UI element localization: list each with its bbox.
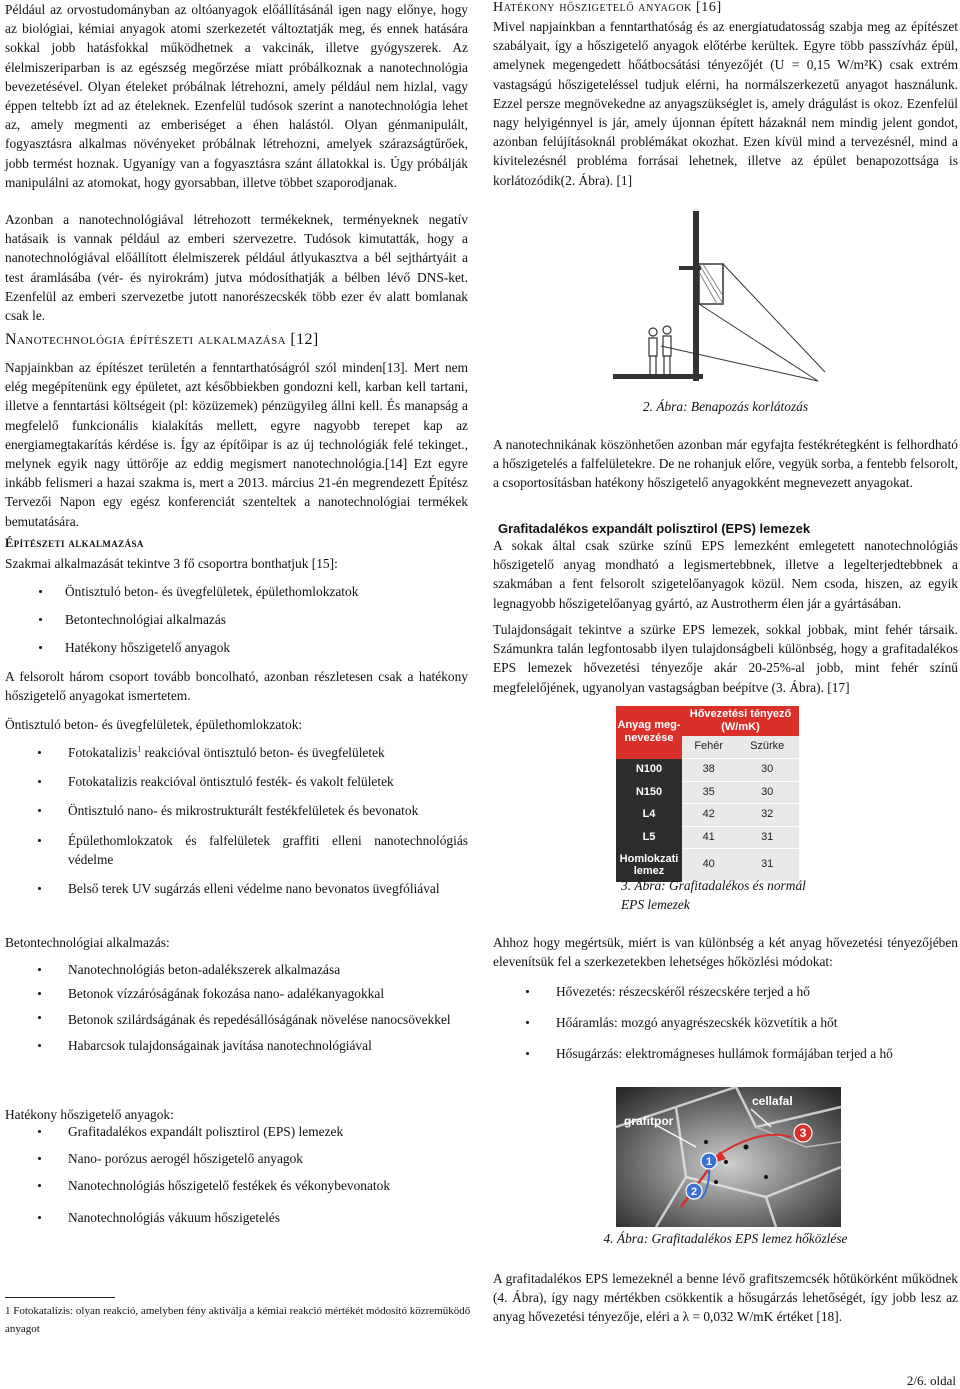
list-item: Nanotechnológiás beton-adalékszerek alkalmazása xyxy=(5,960,468,979)
list-item: Hővezetés: részecskéről részecskére terjed a hő xyxy=(493,982,958,1001)
hatch-line xyxy=(703,264,723,296)
table-cell: 42 xyxy=(682,804,735,827)
marker-1-label: 1 xyxy=(705,1156,713,1168)
list-item: Öntisztuló nano- és mikrostrukturált festékfelületek és bevonatok xyxy=(5,801,468,820)
negative-effects-paragraph: Azonban a nanotechnológiával létrehozott termékeknek, terményeknek negatív hatásaik is vannak például az emberi szervezetre. Tudósok kimutatták, hogy a nanotechnológiával előállított élelmiszerek például átlyukasztva a bél sejthártyáit a test áramlásába (vér- és nyirokrám) jutva módosíthatják a bélben lévő DNS-ket. Ezenfelül az emberi szervezetbe jutott nanorészecskék több ezer év alatt bomlanak csak le. xyxy=(5,212,468,324)
person-head xyxy=(663,326,671,334)
hatch-line xyxy=(699,264,723,304)
insulation-list xyxy=(5,1122,468,1227)
section-heading-insulation: Hatékony hőszigetelő anyagok [16] xyxy=(493,0,722,15)
person-head xyxy=(649,328,657,336)
figure-2-caption: 2. Ábra: Benapozás korlátozás xyxy=(642,399,809,414)
graphite-eps-micrograph xyxy=(616,1087,841,1227)
ceiling-ledge xyxy=(679,266,701,270)
list-item: Öntisztuló beton- és üvegfelületek, épülethomlokzatok xyxy=(5,582,468,601)
groups-list xyxy=(5,582,468,658)
person-figures xyxy=(649,326,671,374)
particle xyxy=(764,1175,768,1179)
subheading-eps: Grafitadalékos expandált polisztirol (EPS) lemezek xyxy=(498,521,811,536)
heat-modes-list xyxy=(493,982,958,1064)
table-cell: Homlokzati lemez xyxy=(616,849,682,882)
eps-paragraph: A sokak által csak szürke színű EPS lemezként emlegetett nanotechnológiás hőszigetelő anyag mondható a legismertebbnek, illetve a legelterjedtebbnek a szakmában a fent felsorolt szigetelőanyagok közül. Nem csoda, hiszen, az egyik legnagyobb hőszigetelőanyag gyártó, az Austrotherm élen jár a gyártásában. xyxy=(493,538,958,611)
list-item: Habarcsok tulajdonságainak javítása nanotechnológiával xyxy=(5,1036,468,1055)
concrete-list xyxy=(5,960,468,1056)
list-item: Hősugárzás: elektromágneses hullámok formájában terjed a hő xyxy=(493,1044,958,1063)
label-cellafal: cellafal xyxy=(752,1094,793,1108)
table-row xyxy=(616,826,799,849)
marker-2-label: 2 xyxy=(690,1186,698,1198)
subheading-applications: Építészeti alkalmazása xyxy=(5,536,144,550)
particle xyxy=(714,1180,718,1184)
micrograph-background xyxy=(616,1087,841,1227)
groups-followup: A felsorolt három csoport tovább boncolható, azonban részletesen csak a hatékony hőszigetelő anyagokat ismertetem. xyxy=(5,669,468,704)
table-cell: 38 xyxy=(682,759,735,782)
table-cell: L5 xyxy=(616,826,682,849)
section-heading-architecture: Nanotechnológia építészeti alkalmazása [12] xyxy=(5,331,319,348)
table-header-conductivity: Hővezetési tényező (W/mK) xyxy=(682,706,799,736)
table-cell: N150 xyxy=(616,781,682,804)
eps-comparison-table xyxy=(616,706,799,882)
list-item: Nano- porózus aerogél hőszigetelő anyagok xyxy=(5,1149,468,1168)
intro-paragraph: Például az orvostudományban az oltóanyagok előállításánál igen nagy előnye, hogy az biológiai, kémiai anyagok atomi szerkezetét változtatják meg, és ennek hatására sokkal jobb hatásfokkal működhetnek a vakcinák, illetve gyógyszerek. Az élelmiszeriparban is az egészség megőrzése miatt próbálkoznak a nanotechnológia bevezetésével. Olyan ételeket próbálnak létrehozni, amely például nem hizlal, vagy éppen teltebb ízt ad az ételeknek. Ezenfelül tudósok szerint a nanotechnológia lehet az, amely megmenti az emberiséget a éhen halástól. Olyan génmanipulált, fogyasztásra alkalmas növényeket próbálnak létrehozni, amelyek szárazságtűrőek, jobb termést hoznak. Ugyanígy van a fogyasztásra szánt állatokkal is. Úgy próbálják manipulálni az atomokat, hogy gyorsabban, illetve többet szaporodjanak. xyxy=(5,2,468,190)
particle xyxy=(704,1140,708,1144)
sunlight-diagram xyxy=(613,206,843,388)
groups-intro: Szakmai alkalmazását tekintve 3 fő csoportra bonthatjuk [15]: xyxy=(5,556,338,571)
table-cell: 31 xyxy=(735,849,799,882)
marker-3-label: 3 xyxy=(799,1126,807,1140)
list-item: Betonok szilárdságának és repedésállóságának növelése nanocsövekkel xyxy=(5,1008,468,1031)
particle xyxy=(744,1145,749,1150)
table-cell: N100 xyxy=(616,759,682,782)
table-cell: 35 xyxy=(682,781,735,804)
list-item: Belső terek UV sugárzás elleni védelme nano bevonatos üvegfóliával xyxy=(5,879,468,898)
sun-ray xyxy=(723,264,825,372)
list-item: Nanotechnológiás vákuum hőszigetelés xyxy=(5,1208,468,1227)
self-clean-list xyxy=(5,743,468,898)
graphite-paragraph: A grafitadalékos EPS lemezeknél a benne lévő grafitszemcsék hőtükörként működnek (4. Ábra), így nagy mértékben csökkentik a hősugárzás lehetőségét, így jobb lesz az anyag hővezetési tényezője, eléri a λ = 0,032 W/mK értéket [18]. xyxy=(493,1271,958,1325)
insulation-heading: Hatékony hőszigetelő anyagok: xyxy=(5,1107,174,1122)
hatch-line xyxy=(699,272,717,304)
architecture-paragraph: Napjainkban az építészet területén a fenntarthatóságról szól minden[13]. Mert nem elég megépítenünk egy épületet, azt későbbiekben gondozni kell, karban kell tartani, illetve a fenntartási költségeit (pl: közüzemek) pénzügyileg állni kell. És manapság a megfelelő funkcionális kialakítás mellett, egyre nagyobb terepet kap az energiamegtakarítás kérdése is. Így az építőipar is az új technológiák felé tekinget., melynek egyik nagy úttörője az eddig megismert nanotechnológia.[14] Ezt egyre inkább felismeri a hazai szakma is, mert a 2013. március 21-én megrendezett Építész Tervezői Napon egy egész konferenciát szenteltek a nanotechnológiai termékek bemutatására. xyxy=(5,360,468,529)
table-row xyxy=(616,781,799,804)
list-item: Fotokatalizis reakcióval öntisztuló festék- és vakolt felületek xyxy=(5,772,468,791)
sun-ray xyxy=(699,304,818,381)
heat-transfer-intro: Ahhoz hogy megértsük, miért is van különbség a két anyag hővezetési tényezőjében elevenítsük fel a szerkezetekben lehetséges hőközlési módokat: xyxy=(493,935,958,970)
list-item: Hőáramlás: mozgó anyagrészecskék közvetítik a hőt xyxy=(493,1013,958,1032)
table-cell: 40 xyxy=(682,849,735,882)
table-cell: 30 xyxy=(735,759,799,782)
particle xyxy=(724,1160,728,1164)
footnote-divider xyxy=(5,1297,115,1298)
figure-4-caption: 4. Ábra: Grafitadalékos EPS lemez hőközlése xyxy=(603,1231,848,1246)
list-item: Nanotechnológiás hőszigetelő festékek és vékonybevonatok xyxy=(5,1176,468,1195)
table-cell: L4 xyxy=(616,804,682,827)
table-cell: 31 xyxy=(735,826,799,849)
table-cell: 32 xyxy=(735,804,799,827)
nano-coating-paragraph: A nanotechnikának köszönhetően azonban már egyfajta festékrétegként is felhordható a hőszigetelés a falfelületekre. De ne rohanjuk előre, vegyük sorba, a fentebb felsorolt, a csoportosításban hatékony hőszigetelő anyagokként megnevezett anyagokat. xyxy=(493,437,958,491)
concrete-heading: Betontechnológiai alkalmazás: xyxy=(5,935,170,950)
table-header-material: Anyag meg-nevezése xyxy=(616,706,682,759)
table-header-white: Fehér xyxy=(682,736,735,759)
figure-3-caption: 3. Ábra: Grafitadalékos és normál EPS lemezek xyxy=(621,878,806,912)
list-item: Épülethomlokzatok és falfelületek graffiti elleni nanotechnológiás védelme xyxy=(5,831,468,869)
list-item: Betonok vízzáróságának fokozása nano- adalékanyagokkal xyxy=(5,984,468,1003)
table-cell: 41 xyxy=(682,826,735,849)
table-row xyxy=(616,804,799,827)
insulation-intro-paragraph: Mivel napjainkban a fenntarthatóság és az energiatudatosság szabja meg az építészet szabályait, így a hőszigetelő anyagok előtérbe kerültek. Egyre több passzívház épül, amelynek megengedett hőátbocsátási tényezőjét (U = 0,15 W/m²K) csak extrém vastagságú hőszigeteléssel tudjuk elérni, ha normálszerkezetű anyagot használunk. Ezzel persze megnövekedne az anyagszükséglet is, amely drágulást is okoz. Ezenfelül nagy helyigénnyel is jár, amely újonnan épített házaknál nem mindig jelent gondot, azonban felújításoknál problémákat okozhat. Ezen kívül mind a tervezésnél, mind a kivitelezésnél probléma forrásai lehetnek, illetve az épület benapozottsága is korlátozódik(2. Ábra). [1] xyxy=(493,19,958,188)
wall xyxy=(693,211,699,381)
table-header-grey: Szürke xyxy=(735,736,799,759)
eps-properties-paragraph: Tulajdonságait tekintve a szürke EPS lemezek, sokkal jobbak, mint fehér társaik. Számunkra talán legfontosabb ilyen tulajdonságbeli különbség, hogy a grafitadalékos EPS lemezek hővezetési tényezője akár 20-25%-al jobb, mint fehér színű megfelelőjének, ugyanolyan vastagságban beépítve (3. Ábra). [17] xyxy=(493,622,958,695)
list-item: Hatékony hőszigetelő anyagok xyxy=(5,638,468,657)
list-item: Betontechnológiai alkalmazás xyxy=(5,610,468,629)
person-body xyxy=(663,336,671,374)
floor xyxy=(613,374,703,379)
footnote: 1 Fotokatalízis: olyan reakció, amelyben fény aktiválja a kémiai reakció mértékét módosító közreműködő anyagot xyxy=(5,1305,471,1335)
self-clean-heading: Öntisztuló beton- és üvegfelületek, épülethomlokzatok: xyxy=(5,717,303,732)
list-item: Fotokatalizis$^1$ reakcióval öntisztuló beton- és üvegfelületek xyxy=(5,743,468,762)
table-cell: 30 xyxy=(735,781,799,804)
page-number: 2/6. oldal xyxy=(906,1373,956,1388)
label-grafitpor: grafitpor xyxy=(624,1114,674,1128)
list-item: Grafitadalékos expandált polisztirol (EPS) lemezek xyxy=(5,1122,468,1141)
table-row xyxy=(616,759,799,782)
person-body xyxy=(649,338,657,374)
